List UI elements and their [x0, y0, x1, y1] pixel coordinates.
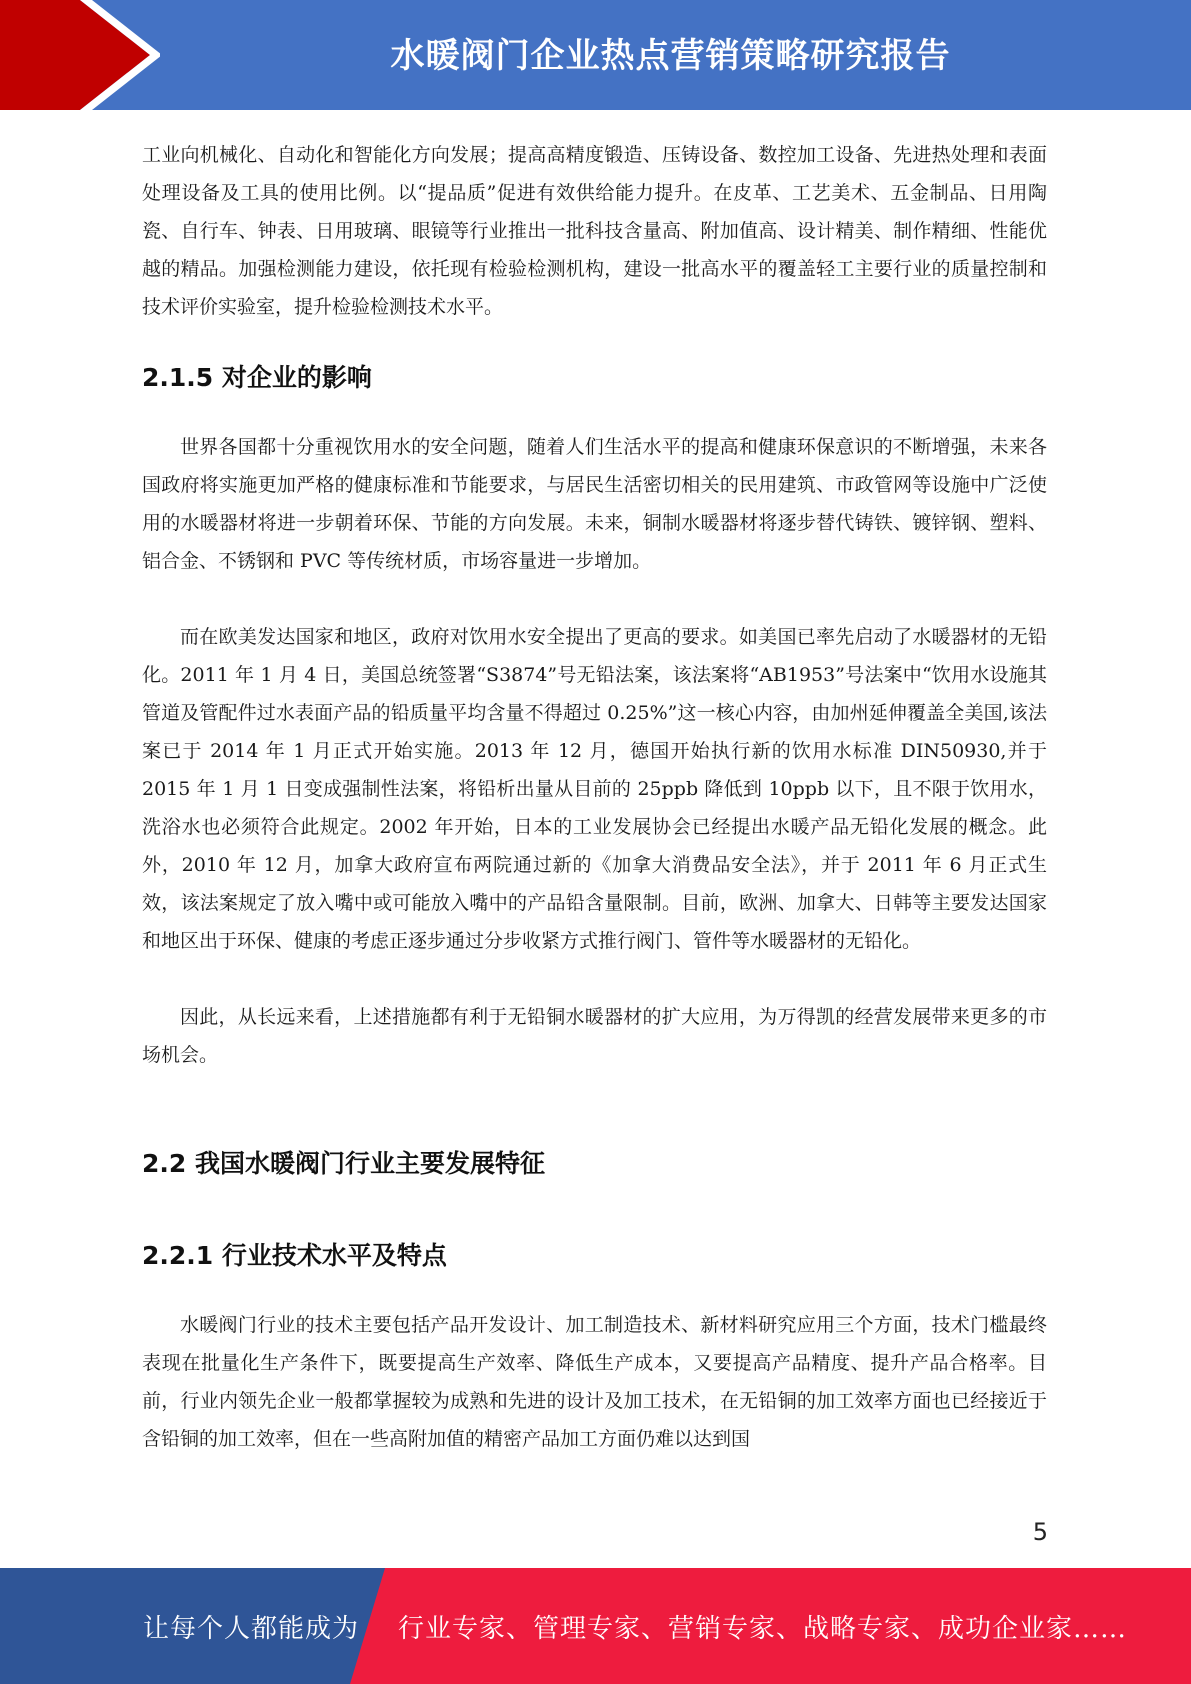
report-title: 水暖阀门企业热点营销策略研究报告: [390, 35, 951, 76]
footer-slogan-right: 行业专家、管理专家、营销专家、战略专家、成功企业家……: [398, 1613, 1128, 1644]
paragraph-technology-level: 水暖阀门行业的技术主要包括产品开发设计、加工制造技术、新材料研究应用三个方面，技术门槛最终表现在批量化生产条件下，既要提高生产效率、降低生产成本，又要提高产品精度、提升产品合格率。目前，行业内领先企业一般都掌握较为成熟和先进的设计及加工技术，在无铅铜的加工效率方面也已经接近于含铅铜的加工效率，但在一些高附加值的精密产品加工方面仍难以达到国: [142, 1314, 1047, 1450]
section-heading-2-2-1: 2.2.1 行业技术水平及特点: [142, 1241, 447, 1270]
header-arrow-decoration: [0, 0, 160, 110]
page-footer: [0, 1568, 1191, 1684]
header-red-chevron: [0, 0, 150, 110]
paragraph-continued: 工业向机械化、自动化和智能化方向发展；提高高精度锻造、压铸设备、数控加工设备、先进热处理和表面处理设备及工具的使用比例。以“提品质”促进有效供给能力提升。在皮革、工艺美术、五金制品、日用陶瓷、自行车、钟表、日用玻璃、眼镜等行业推出一批科技含量高、附加值高、设计精美、制作精细、性能优越的精品。加强检测能力建设，依托现有检验检测机构，建设一批高水平的覆盖轻工主要行业的质量控制和技术评价实验室，提升检验检测技术水平。: [142, 144, 1047, 318]
paragraph-lead-free-regulations: 而在欧美发达国家和地区，政府对饮用水安全提出了更高的要求。如美国已率先启动了水暖器材的无铅化。2011 年 1 月 4 日，美国总统签署“S3874”号无铅法案，该法案将“AB1953”号法案中“饮用水设施其管道及管配件过水表面产品的铅质量平均含量不得超过 0.25%”这一核心内容，由加州延伸覆盖全美国,该法案已于 2014 年 1 月正式开始实施。2013 年 12 月，德国开始执行新的饮用水标准 DIN50930,并于 2015 年 1 月 1 日变成强制性法案，将铅析出量从目前的 25ppb 降低到 10ppb 以下，且不限于饮用水，洗浴水也必须符合此规定。2002 年开始，日本的工业发展协会已经提出水暖产品无铅化发展的概念。此外，2010 年 12 月，加拿大政府宣布两院通过新的《加拿大消费品安全法》，并于 2011 年 6 月正式生效，该法案规定了放入嘴中或可能放入嘴中的产品铅含量限制。目前，欧洲、加拿大、日韩等主要发达国家和地区出于环保、健康的考虑正逐步通过分步收紧方式推行阀门、管件等水暖器材的无铅化。: [142, 626, 1047, 952]
page-header: [0, 0, 1191, 110]
section-heading-2-1-5: 2.1.5 对企业的影响: [142, 363, 372, 392]
section-heading-2-2: 2.2 我国水暖阀门行业主要发展特征: [142, 1149, 545, 1178]
footer-slogan-left: 让每个人都能成为: [143, 1613, 360, 1644]
paragraph-market-opportunity: 因此，从长远来看，上述措施都有利于无铅铜水暖器材的扩大应用，为万得凯的经营发展带来更多的市场机会。: [142, 1006, 1047, 1066]
page-number: 5: [1032, 1518, 1048, 1546]
paragraph-drinking-water-safety: 世界各国都十分重视饮用水的安全问题，随着人们生活水平的提高和健康环保意识的不断增强，未来各国政府将实施更加严格的健康标准和节能要求，与居民生活密切相关的民用建筑、市政管网等设施中广泛使用的水暖器材将进一步朝着环保、节能的方向发展。未来，铜制水暖器材将逐步替代铸铁、镀锌钢、塑料、铝合金、不锈钢和 PVC 等传统材质，市场容量进一步增加。: [142, 436, 1047, 572]
document-body: [142, 136, 1047, 1458]
